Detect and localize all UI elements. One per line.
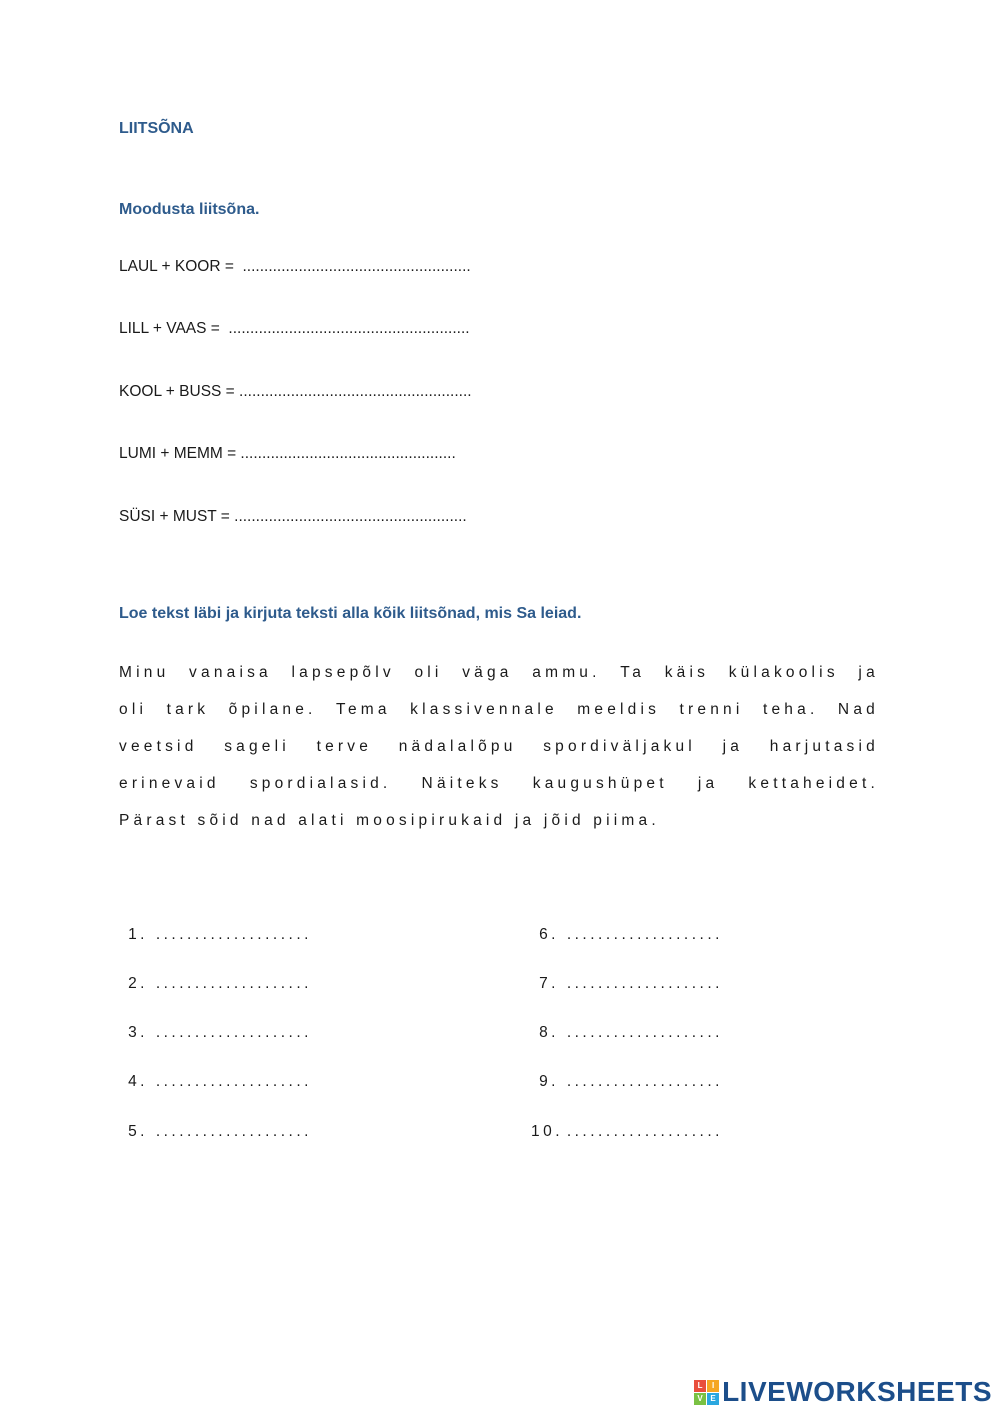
passage-word: Ta xyxy=(620,664,646,681)
passage-word: teha. xyxy=(762,701,819,718)
answer-blank[interactable]: .................... xyxy=(566,1123,723,1140)
answer-line-4[interactable] xyxy=(120,1073,312,1091)
answer-line-2[interactable] xyxy=(120,975,312,993)
answer-line-3[interactable] xyxy=(120,1024,312,1042)
answer-line-7[interactable] xyxy=(531,975,723,993)
exercise-line[interactable]: LAUL + KOOR = ..................................................... xyxy=(119,258,471,275)
answer-number: 6. xyxy=(539,926,559,943)
passage-word: õpilane. xyxy=(228,701,317,718)
passage-word: kaugushüpet xyxy=(532,775,668,792)
answer-number: 3. xyxy=(128,1024,148,1041)
passage-word: Näiteks xyxy=(421,775,503,792)
answer-blank[interactable]: .................... xyxy=(155,1073,312,1090)
passage-word: kettaheidet. xyxy=(748,775,879,792)
passage-word: meeldis xyxy=(577,701,661,718)
passage-word: käis xyxy=(664,664,710,681)
answer-line-1[interactable] xyxy=(120,926,312,944)
logo-square: I xyxy=(707,1380,719,1392)
answer-blank[interactable]: .................... xyxy=(155,926,312,943)
passage-word: spordialasid. xyxy=(249,775,392,792)
passage-word: terve xyxy=(316,738,373,755)
passage-word: spordiväljakul xyxy=(543,738,696,755)
answer-blank[interactable]: .................... xyxy=(155,1024,312,1041)
answer-blank[interactable]: .................... xyxy=(155,1123,312,1140)
passage-word: Tema xyxy=(336,701,391,718)
answer-number: 2. xyxy=(128,975,148,992)
passage-word: ja xyxy=(858,664,879,681)
passage-word: veetsid xyxy=(119,738,198,755)
answer-number: 4. xyxy=(128,1073,148,1090)
passage-line xyxy=(119,660,879,697)
passage-word: vanaisa xyxy=(189,664,272,681)
answer-number: 9. xyxy=(539,1073,559,1090)
answer-number: 8. xyxy=(539,1024,559,1041)
passage-word: ja xyxy=(697,775,719,792)
passage-word: Nad xyxy=(837,701,879,718)
answer-blank[interactable]: .................... xyxy=(155,975,312,992)
logo-square: L xyxy=(694,1380,706,1392)
logo-square: E xyxy=(707,1393,719,1405)
passage-word: oli xyxy=(414,664,443,681)
exercise1-heading: Moodusta liitsõna. xyxy=(119,201,260,218)
answer-number: 1. xyxy=(128,926,148,943)
passage-word: väga xyxy=(462,664,513,681)
exercise2-heading: Loe tekst läbi ja kirjuta teksti alla kõik liitsõnad, mis Sa leiad. xyxy=(119,605,582,622)
exercise-line[interactable]: LUMI + MEMM = .................................................. xyxy=(119,445,456,462)
exercise-line[interactable]: SÜSI + MUST = ...................................................... xyxy=(119,508,467,525)
passage-word: nädalalõpu xyxy=(398,738,517,755)
answer-blank[interactable]: .................... xyxy=(566,1024,723,1041)
exercise-line[interactable]: KOOL + BUSS = ...................................................... xyxy=(119,383,472,400)
answer-number: 5. xyxy=(128,1123,148,1140)
reading-passage xyxy=(119,660,879,845)
exercise-line[interactable]: LILL + VAAS = ........................................................ xyxy=(119,320,470,337)
passage-line: Pärast sõid nad alati moosipirukaid ja jõid piima. xyxy=(119,812,660,829)
passage-line xyxy=(119,771,879,808)
passage-word: ammu. xyxy=(532,664,601,681)
passage-word: sageli xyxy=(224,738,290,755)
logo-text: LIVEWORKSHEETS xyxy=(722,1376,992,1407)
answer-blank[interactable]: .................... xyxy=(566,975,723,992)
liveworksheets-logo[interactable] xyxy=(694,1374,992,1410)
answer-line-9[interactable] xyxy=(531,1073,723,1091)
answer-line-6[interactable] xyxy=(531,926,723,944)
passage-word: Minu xyxy=(119,664,170,681)
passage-word: külakoolis xyxy=(728,664,839,681)
passage-word: ja xyxy=(722,738,744,755)
page-title: LIITSÕNA xyxy=(119,120,194,137)
answer-number: 7. xyxy=(539,975,559,992)
answer-blank[interactable]: .................... xyxy=(566,926,723,943)
passage-word: erinevaid xyxy=(119,775,220,792)
passage-word: trenni xyxy=(679,701,744,718)
answer-blank[interactable]: .................... xyxy=(566,1073,723,1090)
answer-line-10[interactable] xyxy=(531,1123,723,1141)
passage-word: tark xyxy=(166,701,210,718)
logo-squares-icon xyxy=(694,1380,719,1405)
passage-word: oli xyxy=(119,701,148,718)
passage-line xyxy=(119,697,879,734)
logo-square: V xyxy=(694,1393,706,1405)
answer-line-8[interactable] xyxy=(531,1024,723,1042)
passage-line xyxy=(119,734,879,771)
answer-number: 10. xyxy=(531,1123,564,1140)
passage-word: lapsepõlv xyxy=(291,664,395,681)
passage-word: klassivennale xyxy=(410,701,558,718)
answer-line-5[interactable] xyxy=(120,1123,312,1141)
passage-word: harjutasid xyxy=(769,738,879,755)
